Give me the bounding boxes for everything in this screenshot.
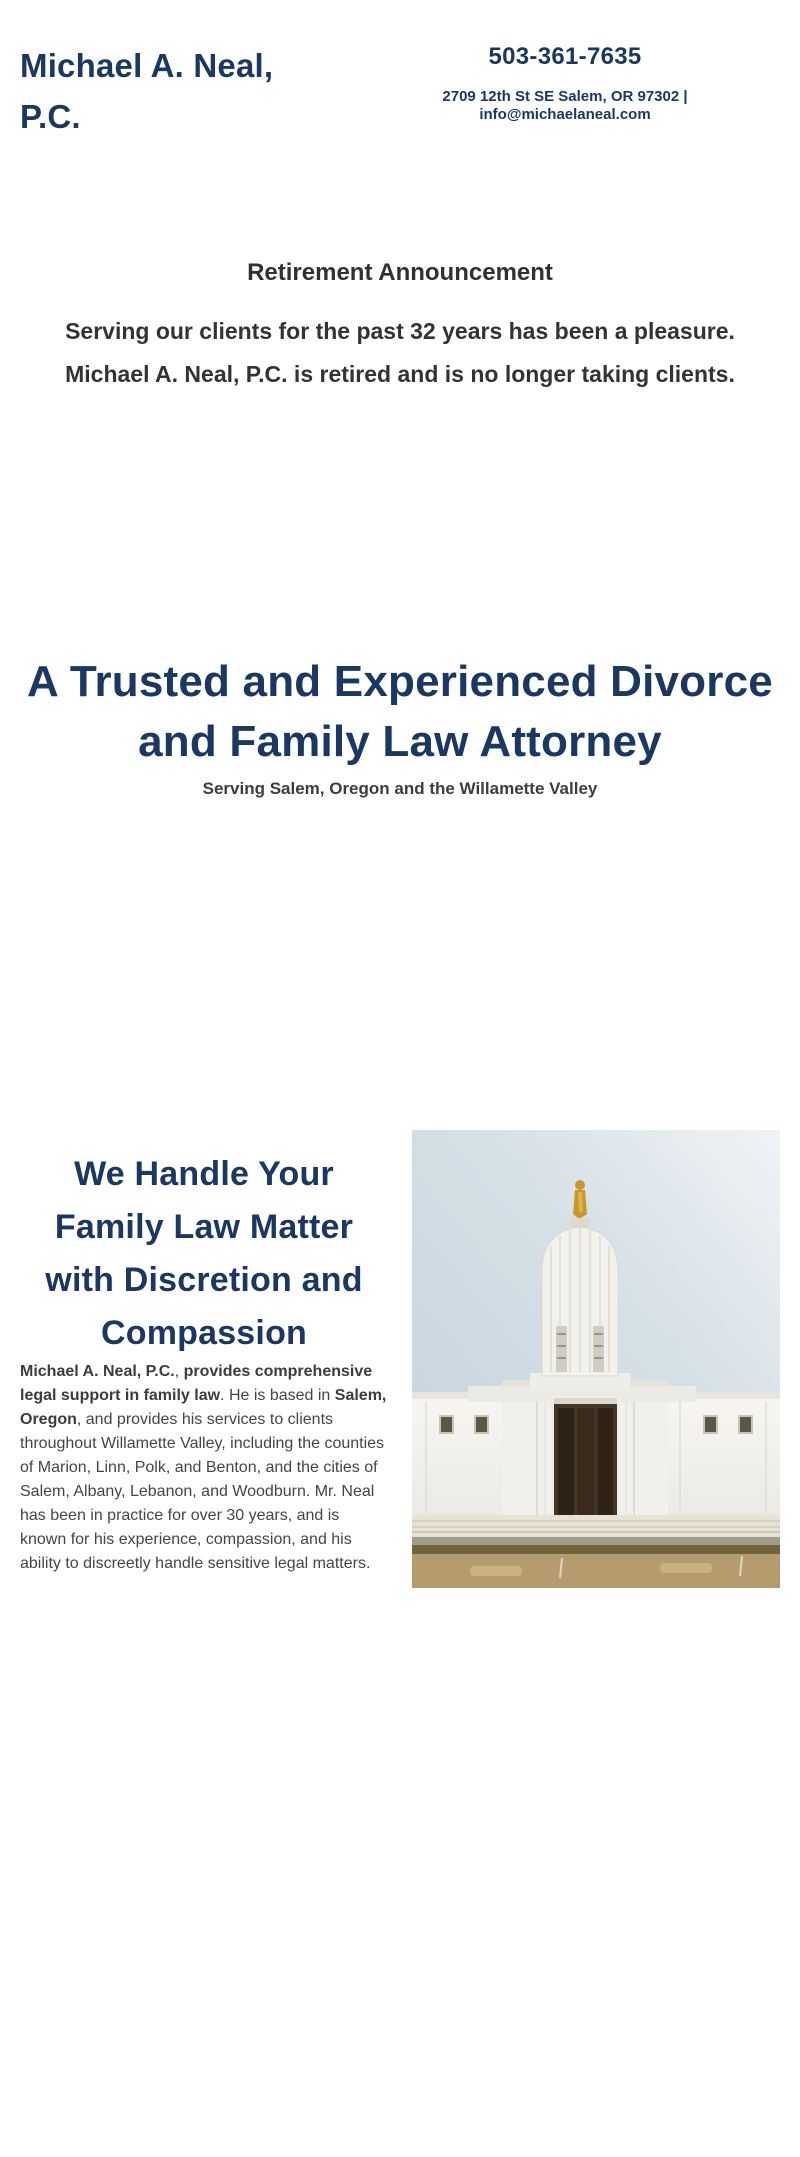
brand-line-2: P.C.: [20, 98, 81, 135]
announcement-message-line-1: Serving our clients for the past 32 years has been a pleasure.: [65, 318, 735, 344]
hero-section: [0, 652, 800, 800]
front-steps: [412, 1515, 780, 1537]
street: [412, 1537, 780, 1588]
capitol-illustration: [412, 1130, 780, 1588]
announcement-section: [0, 258, 800, 396]
services-heading-line-3: with Discretion and: [45, 1261, 363, 1299]
email-link[interactable]: info@michaelaneal.com: [479, 106, 651, 123]
services-heading-line-2: Family Law Matter: [54, 1208, 354, 1246]
hero-heading: [0, 652, 800, 772]
oregon-state-capitol-photo: [412, 1130, 780, 1588]
address-text: 2709 12th St SE Salem, OR 97302 |: [442, 88, 688, 105]
site-header: [0, 0, 800, 182]
services-heading-line-4: Compassion: [100, 1314, 308, 1352]
announcement-message: [0, 310, 800, 396]
brand-logo[interactable]: [20, 40, 273, 142]
brand-line-1: Michael A. Neal,: [20, 47, 274, 84]
entrance-doors: [550, 1396, 621, 1515]
announcement-title: Retirement Announcement: [247, 259, 553, 286]
services-heading-line-1: We Handle Your: [74, 1155, 334, 1193]
announcement-message-line-2: Michael A. Neal, P.C. is retired and is no longer taking clients.: [65, 361, 735, 387]
capitol-dome: [542, 1227, 618, 1376]
services-paragraph: Michael A. Neal, P.C., provides comprehensive legal support in family law. He is based in Salem, Oregon, and provides his services to clients throughout Willamette Valley, including the counties of Marion, Linn, Polk, and Benton, and the cities of Salem, Albany, Lebanon, and Woodburn. Mr. Neal has been in practice for over 30 years, and is known for his experience, compassion, and his ability to discreetly handle sensitive legal matters.: [20, 1363, 387, 1572]
services-text-column: [20, 1130, 388, 1592]
header-contact-block: [415, 42, 715, 124]
hero-heading-line-2: and Family Law Attorney: [138, 717, 662, 766]
phone-link[interactable]: 503-361-7635: [488, 43, 642, 70]
hero-subheading: Serving Salem, Oregon and the Willamette Valley: [202, 779, 598, 798]
services-section: [0, 1130, 800, 1592]
hero-heading-line-1: A Trusted and Experienced Divorce: [27, 657, 773, 706]
bottom-whitespace: [0, 1592, 800, 2157]
services-heading: [20, 1148, 388, 1360]
address-block: [415, 88, 715, 124]
